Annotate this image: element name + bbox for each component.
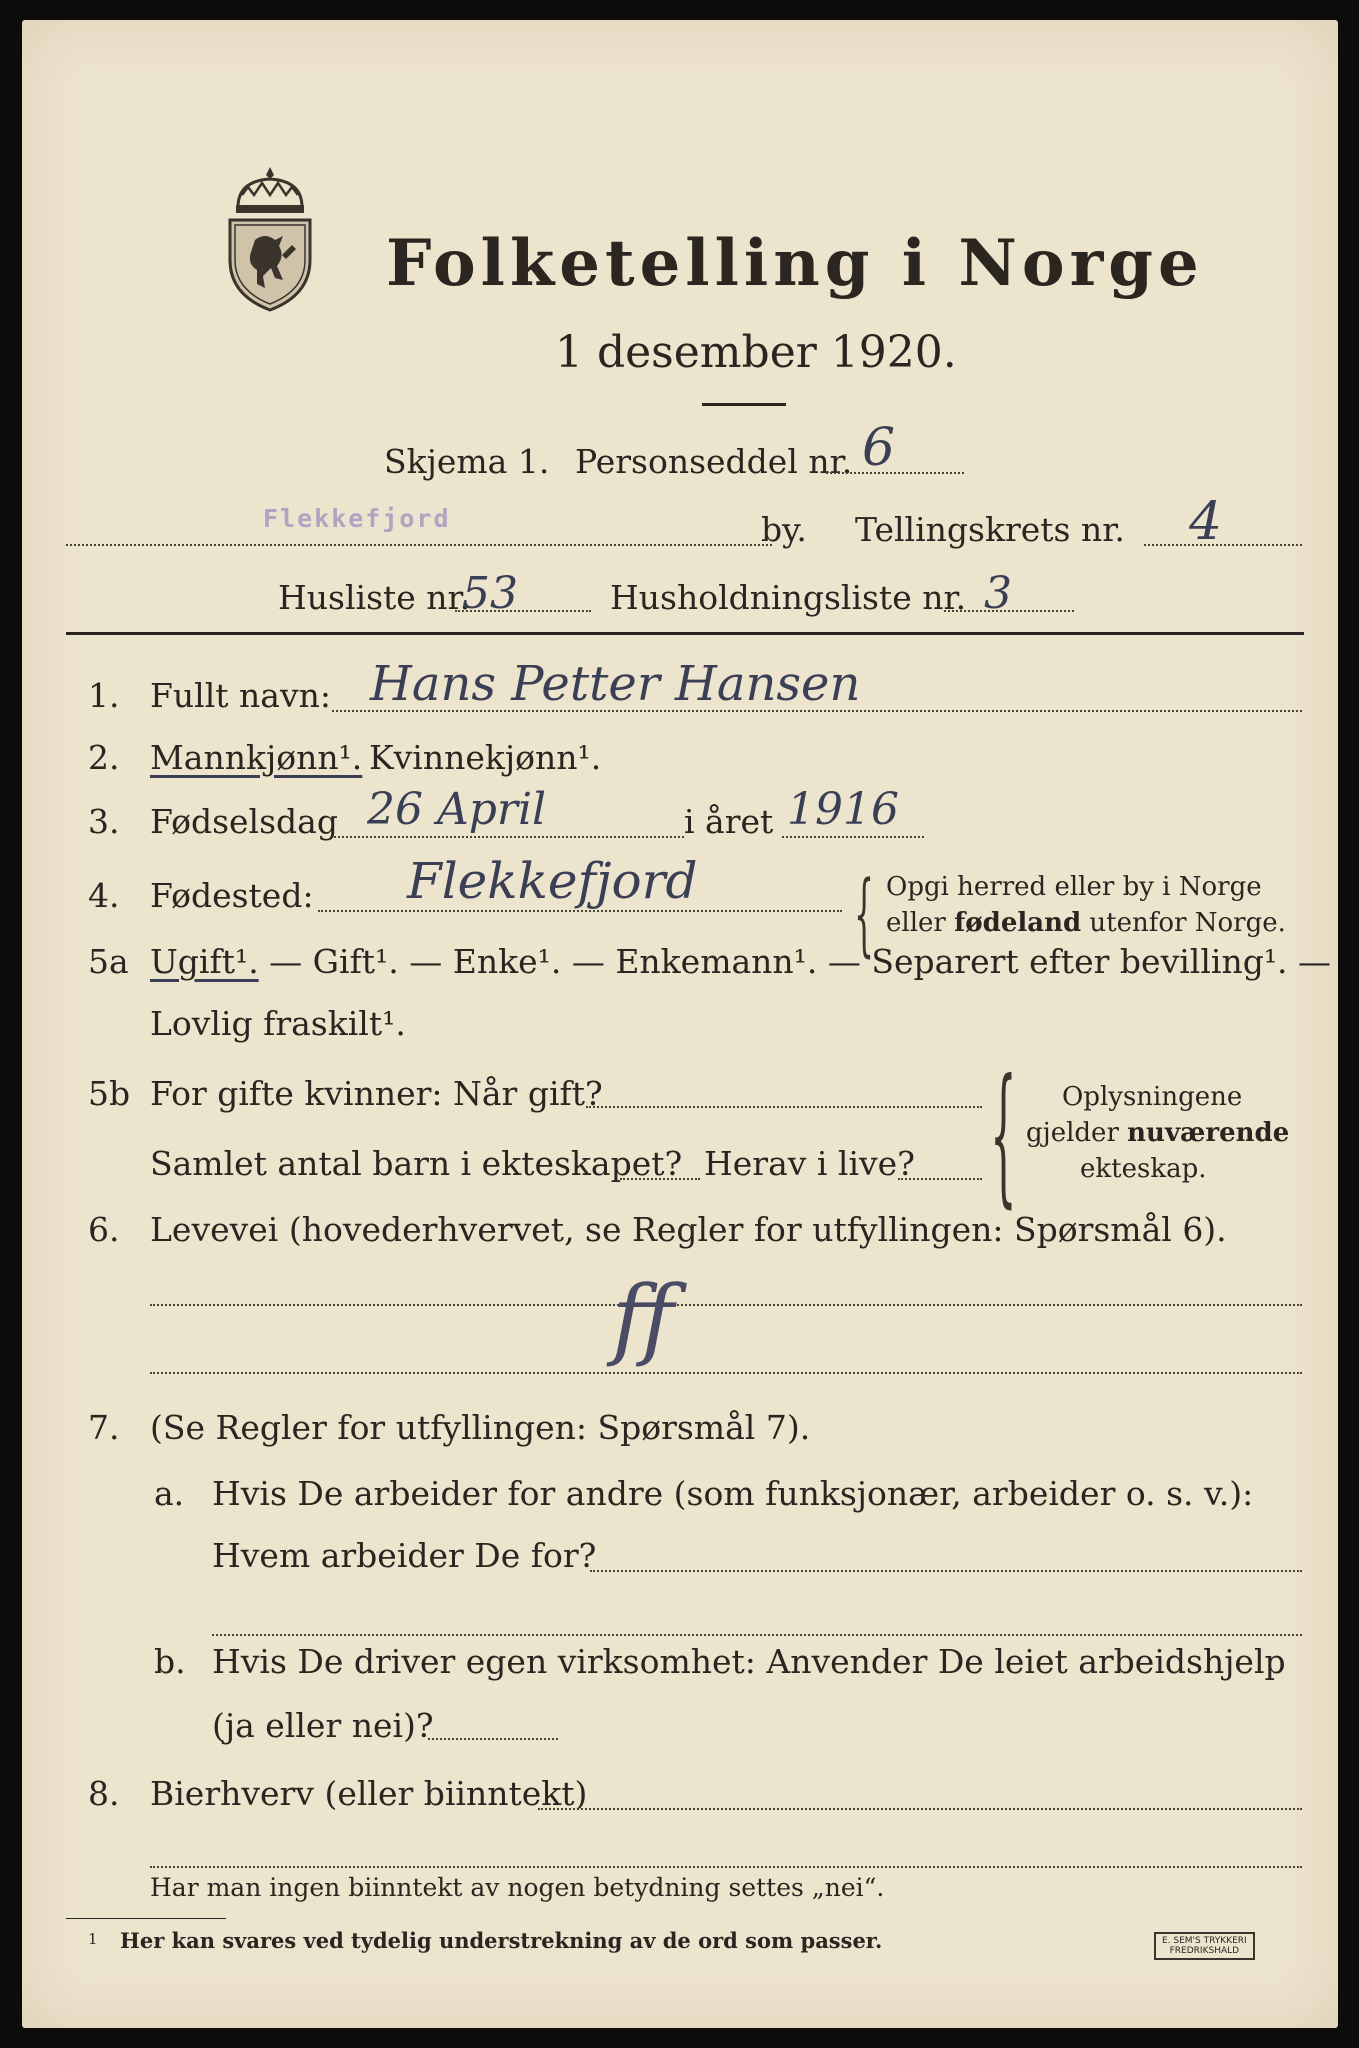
q4-birthplace[interactable]: Flekkefjord [407, 852, 698, 910]
q7a-text: Hvis De arbeider for andre (som funksjonær, arbeider o. s. v.): [212, 1474, 1254, 1513]
footnote-text: Her kan svares ved tydelig understrekning av de ord som passer. [120, 1928, 883, 1953]
by-label: by. [761, 510, 807, 549]
husliste-label: Husliste nr. [278, 578, 471, 617]
q4-field-line [318, 910, 842, 912]
q5b-live-line [898, 1178, 982, 1180]
q5a-divorced-option[interactable]: Lovlig fraskilt¹. [150, 1004, 406, 1043]
coat-of-arms-icon [220, 165, 320, 313]
q6-mark[interactable]: ff [612, 1266, 675, 1369]
q5b-brace: { [990, 1048, 1017, 1222]
q2-male-option[interactable]: Mannkjønn¹. [150, 738, 363, 777]
title-divider [702, 403, 786, 406]
q7a-line1 [590, 1570, 1302, 1572]
q5b-note-line3: ekteskap. [1080, 1154, 1207, 1184]
footnote-number: 1 [88, 1930, 98, 1948]
q3-number: 3. [88, 802, 120, 841]
q8-label: Bierhverv (eller biinntekt) [150, 1774, 588, 1813]
q7a-line2 [212, 1634, 1302, 1636]
q3-birth-year[interactable]: 1916 [787, 784, 899, 835]
tellingskrets-value[interactable]: 4 [1189, 492, 1223, 552]
q5b-barn-label: Samlet antal barn i ekteskapet? [150, 1144, 683, 1183]
q6-line1 [150, 1304, 1302, 1306]
schema-label: Skjema 1. [384, 442, 550, 481]
q4-brace: { [854, 862, 875, 967]
q7b-text: Hvis De driver egen virksomhet: Anvender De leiet arbeidshjelp [212, 1642, 1286, 1681]
q7a-letter: a. [154, 1474, 185, 1513]
q5b-note-line2: gjelder nuværende [1026, 1118, 1290, 1148]
q4-label: Fødested: [150, 876, 314, 915]
q8-line1 [538, 1808, 1302, 1810]
census-form [22, 20, 1338, 2028]
q2-female-option[interactable]: Kvinnekjønn¹. [369, 738, 602, 777]
q5b-barn-line [620, 1178, 700, 1180]
q3-year-line [782, 836, 924, 838]
q1-number: 1. [88, 676, 120, 715]
q2-number: 2. [88, 738, 120, 777]
q5a-number: 5a [88, 942, 129, 981]
q5b-number: 5b [88, 1074, 131, 1113]
husholdning-value[interactable]: 3 [984, 568, 1012, 619]
q3-date-line [334, 836, 684, 838]
q7b-line [428, 1738, 558, 1740]
footer-note: Har man ingen biinntekt av nogen betydning settes „nei“. [150, 1873, 885, 1902]
city-field-line [66, 544, 772, 546]
q4-note-line1: Opgi herred eller by i Norge [886, 872, 1262, 902]
q1-full-name[interactable]: Hans Petter Hansen [370, 656, 861, 712]
q5a-other-options[interactable]: — Gift¹. — Enke¹. — Enkemann¹. — Separert efter bevilling¹. — [258, 942, 1332, 981]
q3-year-label: i året [684, 802, 774, 841]
q5b-live-label: Herav i live? [704, 1144, 915, 1183]
q3-label: Fødselsdag [150, 802, 338, 841]
q8-line2 [150, 1866, 1302, 1868]
city-stamp: Flekkefjord [263, 504, 451, 533]
q5b-gift-line [586, 1106, 982, 1108]
header-divider [66, 632, 1304, 635]
q8-number: 8. [88, 1774, 120, 1813]
q6-number: 6. [88, 1210, 120, 1249]
q7-number: 7. [88, 1408, 120, 1447]
q6-line2 [150, 1372, 1302, 1374]
q5a-options [150, 942, 1331, 981]
q7-label: (Se Regler for utfyllingen: Spørsmål 7). [150, 1408, 811, 1447]
husholdning-label: Husholdningsliste nr. [610, 578, 967, 617]
husliste-value[interactable]: 53 [462, 568, 518, 619]
personseddel-label: Personseddel nr. [575, 442, 853, 481]
tellingskrets-label: Tellingskrets nr. [855, 510, 1125, 549]
printer-mark: E. SEM'S TRYKKERI FREDRIKSHALD [1154, 1932, 1255, 1960]
q3-birth-date[interactable]: 26 April [367, 784, 547, 835]
footnote-divider [66, 1918, 226, 1919]
q7b-letter: b. [154, 1642, 186, 1681]
q4-note-line2: eller fødeland utenfor Norge. [886, 908, 1286, 938]
q5b-note-line1: Oplysningene [1062, 1082, 1243, 1112]
q4-number: 4. [88, 876, 120, 915]
q6-label: Levevei (hovederhvervet, se Regler for utfyllingen: Spørsmål 6). [150, 1210, 1227, 1249]
q5a-ugift-option[interactable]: Ugift¹. [150, 942, 259, 981]
q7a-question: Hvem arbeider De for? [212, 1536, 597, 1575]
census-date: 1 desember 1920. [555, 327, 957, 378]
q7b-question: (ja eller nei)? [212, 1706, 434, 1745]
personseddel-value[interactable]: 6 [862, 418, 896, 478]
q1-label: Fullt navn: [150, 676, 331, 715]
tellingskrets-field-line [1144, 544, 1302, 546]
form-title: Folketelling i Norge [386, 226, 1204, 301]
q5b-gift-label: For gifte kvinner: Når gift? [150, 1074, 603, 1113]
